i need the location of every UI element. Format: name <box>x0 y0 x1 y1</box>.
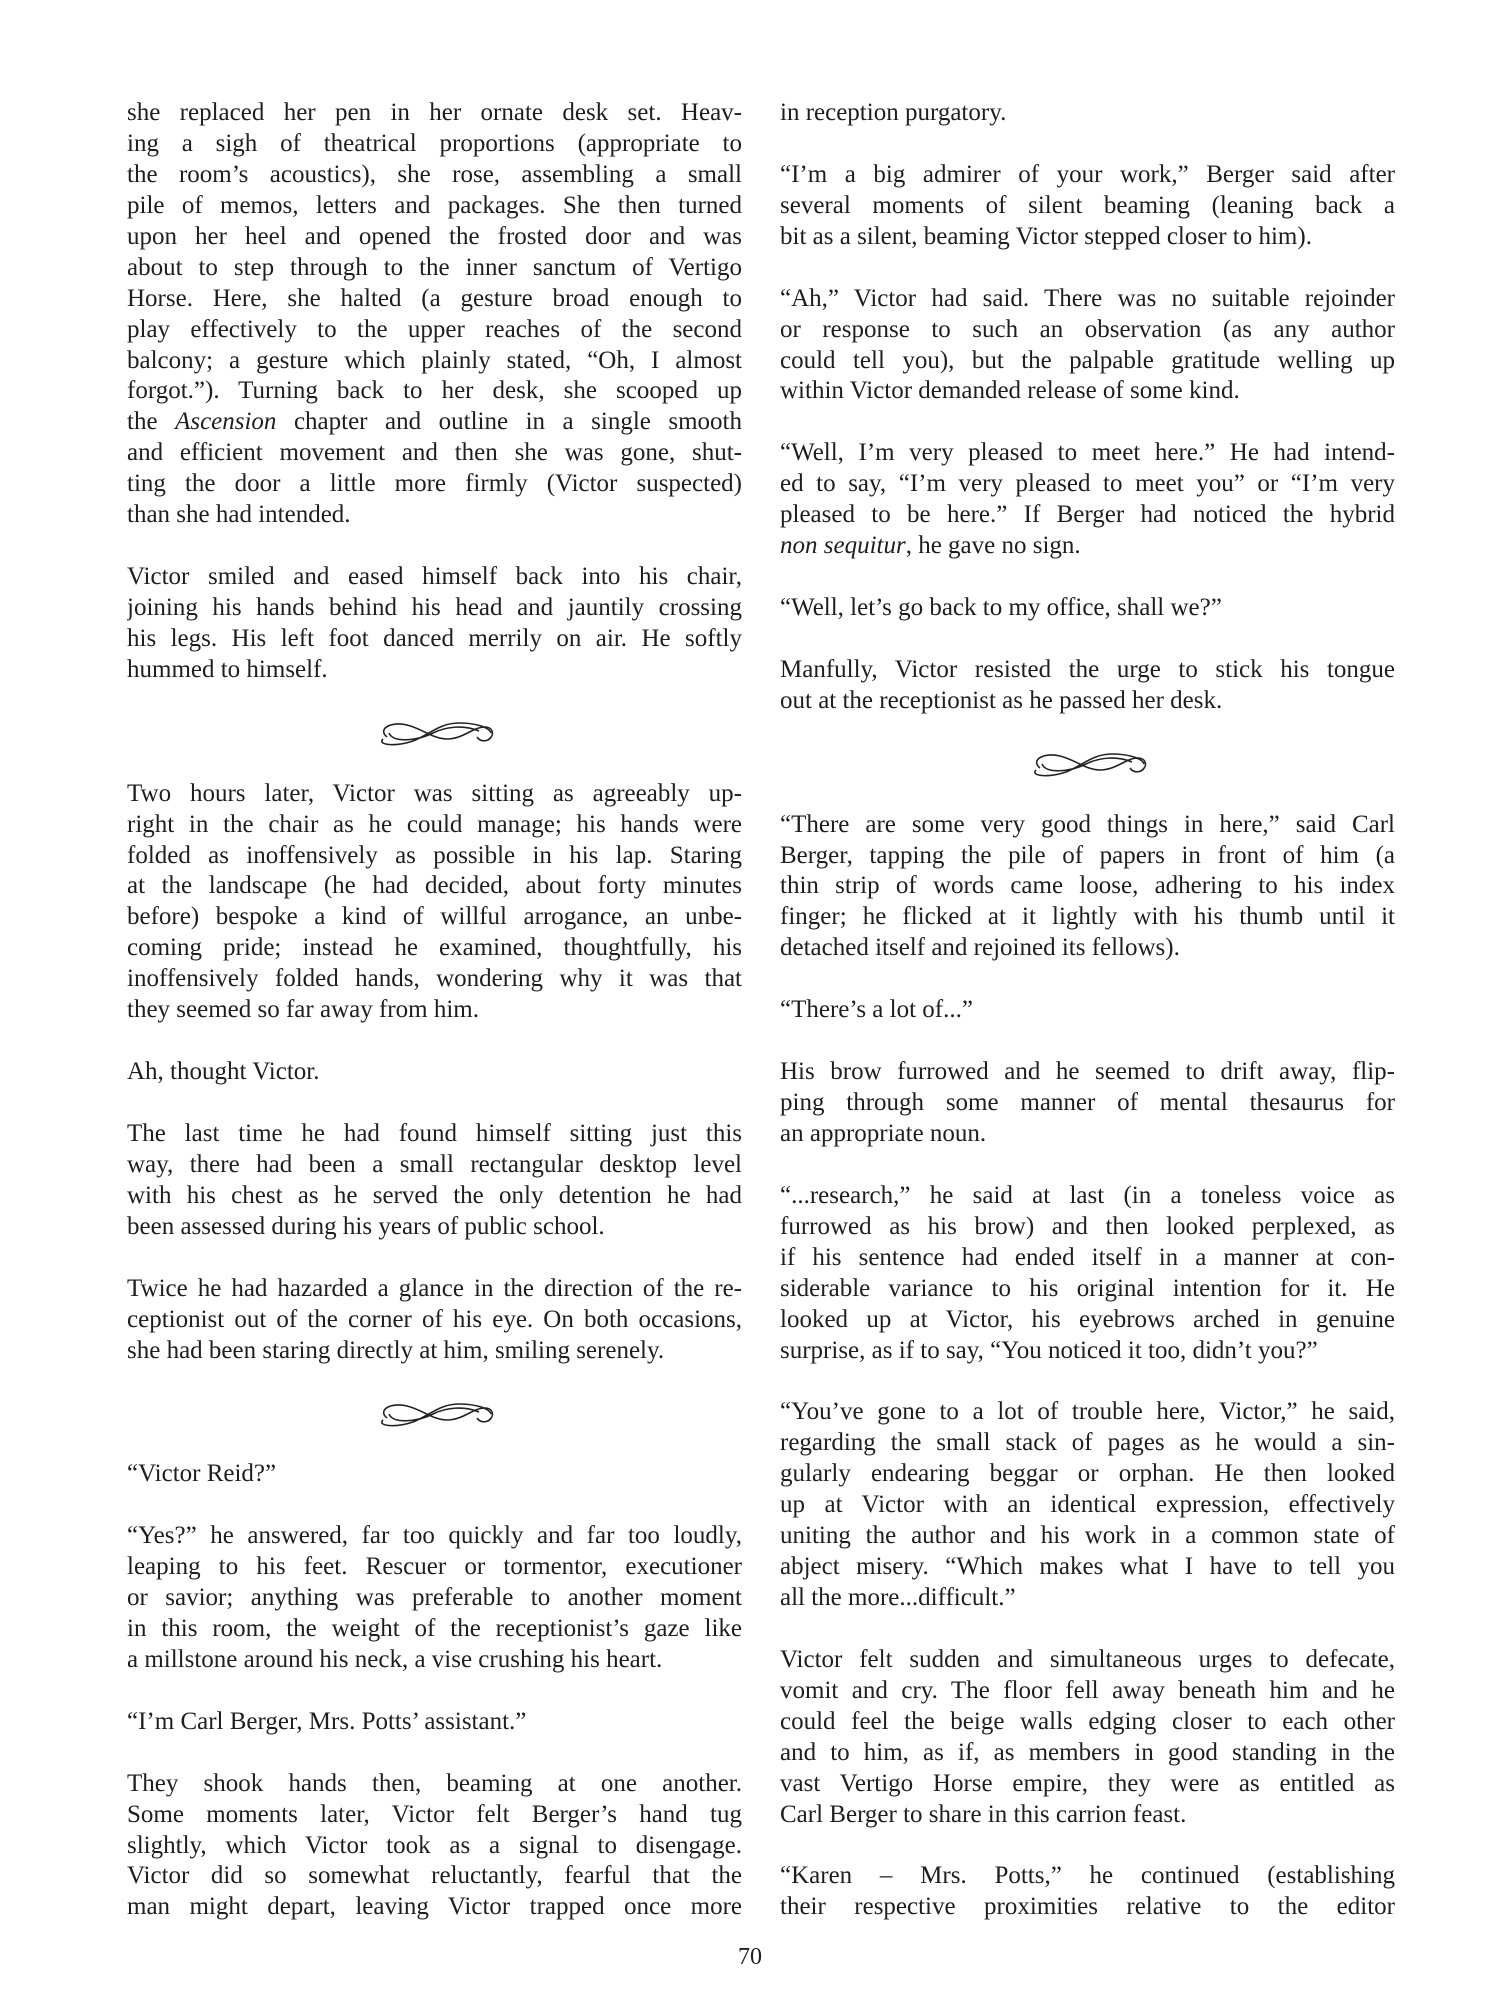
text-line: she had been staring directly at him, smiling serenely. <box>127 1336 665 1364</box>
text-line: “Yes?” he answered, far too quickly and far too loudly, <box>127 1522 742 1550</box>
text-line: They shook hands then, beaming at one another. <box>127 1769 742 1797</box>
text-line: pile of memos, letters and packages. She then turned <box>127 191 742 219</box>
text-line: at the landscape (he had decided, about forty minutes <box>127 872 742 900</box>
text-line: detached itself and rejoined its fellows). <box>780 934 1180 962</box>
text-line: Victor did so somewhat reluctantly, fearful that the <box>127 1862 742 1890</box>
text-line: all the more...difficult.” <box>780 1584 1016 1611</box>
text-line: thin strip of words came loose, adhering to his index <box>780 872 1395 900</box>
paragraph <box>780 98 1395 129</box>
text-line: “There are some very good things in here,” said Carl <box>780 810 1395 838</box>
text-line: gularly endearing beggar or orphan. He then looked <box>780 1460 1395 1488</box>
text-line: pleased to be here.” If Berger had noticed the hybrid <box>780 501 1395 529</box>
text-line: “Well, let’s go back to my office, shall we?” <box>780 594 1222 621</box>
text-line: regarding the small stack of pages as he would a sin- <box>780 1429 1395 1457</box>
text-line: his legs. His left foot danced merrily on air. He softly <box>127 624 742 652</box>
text-line: joining his hands behind his head and jauntily crossing <box>127 594 742 621</box>
text-line: “Karen – Mrs. Potts,” he continued (establishing <box>780 1862 1395 1890</box>
text-line: “Well, I’m very pleased to meet here.” He had intend- <box>780 439 1395 467</box>
text-line: “Ah,” Victor had said. There was no suitable rejoinder <box>780 284 1395 312</box>
left-column <box>127 98 742 1954</box>
text-line: looked up at Victor, his eyebrows arched in genuine <box>780 1305 1395 1333</box>
paragraph <box>127 1521 742 1676</box>
text-line: leaping to his feet. Rescuer or tormentor, executioner <box>127 1553 742 1581</box>
italic-text: Ascension <box>175 408 277 436</box>
text-line: balcony; a gesture which plainly stated, “Oh, I almost <box>127 346 742 374</box>
text-line: or savior; anything was preferable to another moment <box>127 1584 742 1611</box>
paragraph <box>780 593 1395 624</box>
text-line: Horse. Here, she halted (a gesture broad enough to <box>127 284 742 312</box>
paragraph <box>780 810 1395 965</box>
text-line: been assessed during his years of public school. <box>127 1212 605 1240</box>
text-line: forgot.”). Turning back to her desk, she scooped up <box>127 377 742 405</box>
text-line: way, there had been a small rectangular desktop level <box>127 1150 742 1178</box>
text-line: siderable variance to his original intention for it. He <box>780 1274 1395 1302</box>
paragraph <box>780 1861 1395 1923</box>
page-number: 70 <box>738 1944 762 1970</box>
text-segment: chapter and outline in a single smooth <box>276 408 742 436</box>
paragraph <box>127 1707 742 1738</box>
text-line: uniting the author and his work in a common state of <box>780 1522 1395 1550</box>
text-line: “I’m a big admirer of your work,” Berger said after <box>780 160 1395 188</box>
flourish-ornament-icon <box>127 1397 742 1428</box>
text-line: vomit and cry. The floor fell away beneath him and he <box>780 1676 1395 1704</box>
text-line: play effectively to the upper reaches of the second <box>127 315 742 343</box>
text-line: coming pride; instead he examined, thoughtfully, his <box>127 934 742 962</box>
text-line: surprise, as if to say, “You noticed it too, didn’t you?” <box>780 1336 1318 1364</box>
text-line: and to him, as if, as members in good standing in the <box>780 1738 1395 1766</box>
text-line: ed to say, “I’m very pleased to meet you” or “I’m very <box>780 470 1395 498</box>
text-segment: the <box>127 408 176 436</box>
paragraph <box>127 1057 742 1088</box>
text-line: up at Victor with an identical expression, effectively <box>780 1491 1395 1519</box>
paragraph <box>780 1397 1395 1614</box>
text-line: the room’s acoustics), she rose, assembling a small <box>127 160 742 188</box>
text-line: within Victor demanded release of some kind. <box>780 377 1240 405</box>
text-line: The last time he had found himself sitting just this <box>127 1119 742 1147</box>
text-line: or response to such an observation (as any author <box>780 315 1395 343</box>
text-line: Ah, thought Victor. <box>127 1058 320 1086</box>
text-line: Berger, tapping the pile of papers in front of him (a <box>780 841 1395 869</box>
text-line: they seemed so far away from him. <box>127 996 479 1024</box>
paragraph <box>127 98 742 531</box>
text-line: “...research,” he said at last (in a toneless voice as <box>780 1181 1395 1209</box>
text-line: ping through some manner of mental thesaurus for <box>780 1089 1395 1116</box>
text-line: Carl Berger to share in this carrion feast. <box>780 1800 1187 1828</box>
italic-text: non sequitur <box>780 532 906 560</box>
text-line: she replaced her pen in her ornate desk set. Heav- <box>127 99 742 126</box>
text-line: before) bespoke a kind of willful arrogance, an unbe- <box>127 903 742 931</box>
text-line: an appropriate noun. <box>780 1119 987 1147</box>
text-line <box>127 407 742 438</box>
text-line <box>780 531 1395 562</box>
text-segment: , he gave no sign. <box>905 532 1081 560</box>
paragraph <box>780 995 1395 1026</box>
text-line: ing a sigh of theatrical proportions (appropriate to <box>127 129 742 157</box>
text-line: about to step through to the inner sanctum of Vertigo <box>127 253 742 281</box>
text-line: and efficient movement and then she was gone, shut- <box>127 439 742 467</box>
text-line: abject misery. “Which makes what I have to tell you <box>780 1553 1395 1581</box>
text-line: a millstone around his neck, a vise crushing his heart. <box>127 1645 663 1673</box>
text-line: Two hours later, Victor was sitting as agreeably up- <box>127 779 742 807</box>
paragraph <box>780 160 1395 253</box>
text-line: if his sentence had ended itself in a manner at con- <box>780 1243 1395 1271</box>
text-line: man might depart, leaving Victor trapped once more <box>127 1893 742 1921</box>
text-line: finger; he flicked at it lightly with his thumb until it <box>780 903 1395 931</box>
text-line: Manfully, Victor resisted the urge to stick his tongue <box>780 655 1395 683</box>
paragraph <box>127 1119 742 1243</box>
text-line: Victor smiled and eased himself back into his chair, <box>127 563 742 591</box>
paragraph <box>127 1274 742 1367</box>
text-line: could tell you), but the palpable gratitude welling up <box>780 346 1395 374</box>
text-line: hummed to himself. <box>127 655 328 683</box>
text-line: “Victor Reid?” <box>127 1460 277 1488</box>
text-line: inoffensively folded hands, wondering why it was that <box>127 965 742 993</box>
text-line: folded as inoffensively as possible in his lap. Staring <box>127 841 742 869</box>
text-line: ceptionist out of the corner of his eye. On both occasions, <box>127 1305 742 1333</box>
text-line: ting the door a little more firmly (Victor suspected) <box>127 470 742 498</box>
text-line: in this room, the weight of the receptionist’s gaze like <box>127 1614 742 1642</box>
paragraph <box>780 438 1395 562</box>
text-line: “There’s a lot of...” <box>780 996 973 1024</box>
text-line: “You’ve gone to a lot of trouble here, Victor,” he said, <box>780 1398 1395 1426</box>
text-line: out at the receptionist as he passed her desk. <box>780 686 1223 714</box>
text-line: upon her heel and opened the frosted door and was <box>127 222 742 250</box>
paragraph <box>127 1769 742 1924</box>
text-line: than she had intended. <box>127 501 351 529</box>
text-line: vast Vertigo Horse empire, they were as entitled as <box>780 1769 1395 1797</box>
paragraph <box>780 1181 1395 1367</box>
text-line: bit as a silent, beaming Victor stepped closer to him). <box>780 222 1312 250</box>
text-line: their respective proximities relative to the editor <box>780 1893 1395 1921</box>
text-line: Some moments later, Victor felt Berger’s hand tug <box>127 1800 742 1828</box>
text-line: Victor felt sudden and simultaneous urges to defecate, <box>780 1645 1395 1673</box>
paragraph <box>127 779 742 1027</box>
text-line: slightly, which Victor took as a signal to disengage. <box>127 1831 742 1859</box>
flourish-ornament-icon <box>127 717 742 748</box>
paragraph <box>780 284 1395 408</box>
text-line: several moments of silent beaming (leaning back a <box>780 191 1395 219</box>
text-line: in reception purgatory. <box>780 99 1007 126</box>
text-line: with his chest as he served the only detention he had <box>127 1181 742 1209</box>
text-line: furrowed as his brow) and then looked perplexed, as <box>780 1212 1395 1240</box>
text-line: Twice he had hazarded a glance in the direction of the re- <box>127 1274 742 1302</box>
text-line: His brow furrowed and he seemed to drift away, flip- <box>780 1058 1395 1086</box>
paragraph <box>127 1459 742 1490</box>
text-line: right in the chair as he could manage; his hands were <box>127 810 742 838</box>
paragraph <box>127 562 742 686</box>
text-line: could feel the beige walls edging closer to each other <box>780 1707 1395 1735</box>
paragraph <box>780 1057 1395 1150</box>
paragraph <box>780 655 1395 717</box>
text-line: “I’m Carl Berger, Mrs. Potts’ assistant.” <box>127 1707 527 1735</box>
flourish-ornament-icon <box>780 748 1395 779</box>
paragraph <box>780 1645 1395 1831</box>
right-column <box>780 98 1395 1954</box>
